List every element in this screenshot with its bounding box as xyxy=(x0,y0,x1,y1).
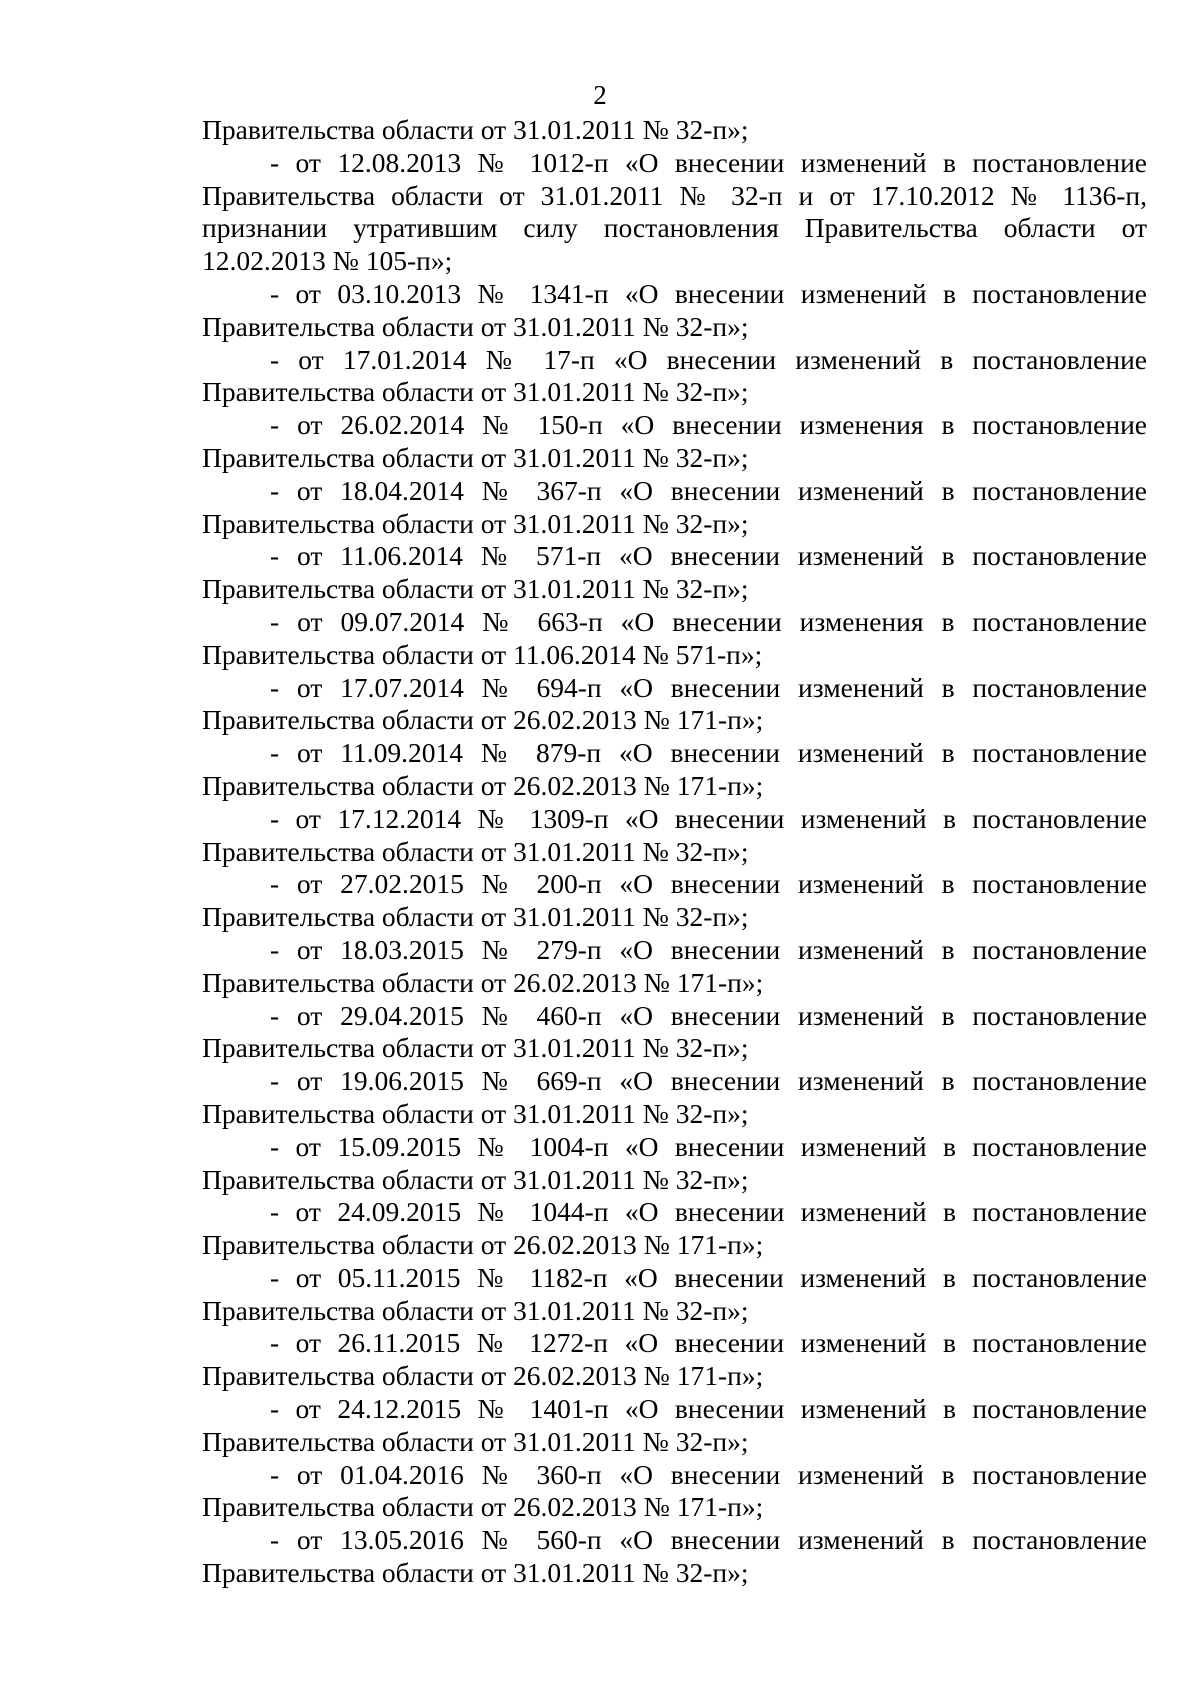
list-item: - от 13.05.2016 № 560-п «О внесении изменений в постановление Правительства области от 31.01.2011 № 32-п»; xyxy=(202,1524,1147,1589)
list-item: - от 12.08.2013 № 1012-п «О внесении изменений в постановление Правительства области от 31.01.2011 № 32-п и от 17.10.2012 № 1136-п, признании утратившим силу постановления Правительства области от 12.02.2013 № 105-п»; xyxy=(202,146,1147,277)
list-item: - от 24.09.2015 № 1044-п «О внесении изменений в постановление Правительства области от 26.02.2013 № 171-п»; xyxy=(202,1196,1147,1261)
list-item: - от 18.03.2015 № 279-п «О внесении изменений в постановление Правительства области от 26.02.2013 № 171-п»; xyxy=(202,933,1147,998)
list-item: - от 11.06.2014 № 571-п «О внесении изменений в постановление Правительства области от 31.01.2011 № 32-п»; xyxy=(202,540,1147,605)
list-item: - от 24.12.2015 № 1401-п «О внесении изменений в постановление Правительства области от 31.01.2011 № 32-п»; xyxy=(202,1393,1147,1457)
list-item: - от 17.12.2014 № 1309-п «О внесении изменений в постановление Правительства области от 31.01.2011 № 32-п»; xyxy=(202,802,1147,867)
list-item: - от 17.07.2014 № 694-п «О внесении изменений в постановление Правительства области от 26.02.2013 № 171-п»; xyxy=(202,671,1147,736)
list-item: - от 09.07.2014 № 663-п «О внесении изменения в постановление Правительства области от 11.06.2014 № 571-п»; xyxy=(202,605,1147,670)
list-item: - от 01.04.2016 № 360-п «О внесении изменений в постановление Правительства области от 26.02.2013 № 171-п»; xyxy=(202,1458,1147,1523)
paragraph-continuation: Правительства области от 31.01.2011 № 32-п»; xyxy=(202,114,749,145)
document-body xyxy=(202,114,1147,1590)
list-item: - от 17.01.2014 № 17-п «О внесении изменений в постановление Правительства области от 31.01.2011 № 32-п»; xyxy=(202,343,1147,408)
list-item: - от 15.09.2015 № 1004-п «О внесении изменений в постановление Правительства области от 31.01.2011 № 32-п»; xyxy=(202,1130,1147,1195)
list-item: - от 26.02.2014 № 150-п «О внесении изменения в постановление Правительства области от 31.01.2011 № 32-п»; xyxy=(202,409,1147,473)
list-item: - от 03.10.2013 № 1341-п «О внесении изменений в постановление Правительства области от 31.01.2011 № 32-п»; xyxy=(202,277,1147,342)
list-item: - от 11.09.2014 № 879-п «О внесении изменений в постановление Правительства области от 26.02.2013 № 171-п»; xyxy=(202,737,1147,801)
list-item: - от 26.11.2015 № 1272-п «О внесении изменений в постановление Правительства области от 26.02.2013 № 171-п»; xyxy=(202,1327,1147,1392)
page-number: 2 xyxy=(593,80,607,110)
list-item: - от 05.11.2015 № 1182-п «О внесении изменений в постановление Правительства области от 31.01.2011 № 32-п»; xyxy=(202,1261,1147,1326)
list-item: - от 19.06.2015 № 669-п «О внесении изменений в постановление Правительства области от 31.01.2011 № 32-п»; xyxy=(202,1065,1147,1129)
list-item: - от 27.02.2015 № 200-п «О внесении изменений в постановление Правительства области от 31.01.2011 № 32-п»; xyxy=(202,868,1147,933)
list-item: - от 18.04.2014 № 367-п «О внесении изменений в постановление Правительства области от 31.01.2011 № 32-п»; xyxy=(202,474,1147,539)
list-item: - от 29.04.2015 № 460-п «О внесении изменений в постановление Правительства области от 31.01.2011 № 32-п»; xyxy=(202,999,1147,1064)
